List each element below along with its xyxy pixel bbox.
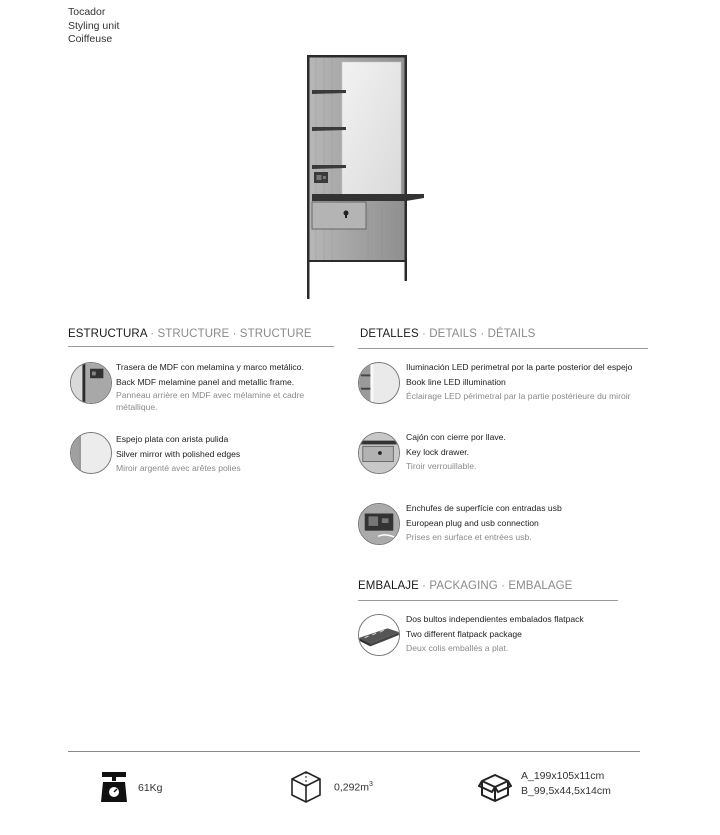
details-item-1-fr: Éclairage LED périmetral par la partie postérieure du miroir (406, 391, 631, 401)
weight-value: 61Kg (138, 782, 163, 794)
details-item-2-en: Key lock drawer. (406, 446, 470, 457)
packaging-item-1-es: Dos bultos independientes embalados flatpack (406, 614, 584, 624)
structure-item-1-fr: Panneau arrière en MDF avec mélamine et cadre (116, 390, 305, 400)
title-fr: Coiffeuse (68, 33, 113, 45)
title-en: Styling unit (68, 19, 120, 32)
volume-exponent: 3 (369, 781, 373, 788)
details-item-2-fr: Tiroir verrouillable. (406, 461, 477, 471)
dimensions-values (521, 769, 611, 799)
panel-thumbnail-icon (70, 362, 112, 404)
details-heading: DETALLES · DETAILS · DÉTAILS (360, 328, 536, 340)
structure-divider (68, 346, 334, 347)
weight-scale-icon (100, 770, 128, 804)
package-box-icon (478, 771, 512, 803)
details-divider (358, 348, 648, 349)
packaging-item-1-en: Two different flatpack package (406, 628, 522, 639)
plug-thumbnail-icon (358, 503, 400, 545)
structure-item-2-es: Espejo plata con arista pulida (116, 434, 229, 444)
structure-item-1-fr-cont: métallique. (116, 402, 158, 412)
led-thumbnail-icon (358, 362, 400, 404)
dimensions-package-b: B_99,5x44,5x14cm (521, 785, 611, 797)
flatpack-thumbnail-icon (358, 614, 400, 656)
styling-unit-illustration (298, 48, 430, 303)
dimensions-package-a: A_199x105x11cm (521, 770, 605, 782)
structure-heading: ESTRUCTURA · STRUCTURE · STRUCTURE (68, 328, 312, 340)
structure-item-2-en: Silver mirror with polished edges (116, 448, 241, 459)
details-item-3-fr: Prises en surface et entrées usb. (406, 532, 532, 542)
product-title-block (68, 6, 119, 47)
title-es: Tocador (68, 6, 106, 18)
details-item-1-es: Iluminación LED perimetral por la parte posterior del espejo (406, 362, 633, 372)
specs-divider (68, 751, 640, 752)
cube-volume-icon (290, 770, 322, 804)
details-item-1-en: Book line LED illumination (406, 376, 506, 387)
volume-value (334, 781, 373, 794)
packaging-item-1-fr: Deux colis emballés a plat. (406, 643, 509, 653)
details-item-3-es: Enchufes de superfície con entradas usb (406, 503, 562, 513)
packaging-heading: EMBALAJE · PACKAGING · EMBALAGE (358, 580, 573, 592)
volume-number: 0,292m (334, 781, 370, 794)
packaging-divider (358, 600, 618, 601)
details-item-2-es: Cajón con cierre por llave. (406, 432, 506, 442)
structure-item-1-en: Back MDF melamine panel and metallic frame. (116, 376, 295, 387)
drawer-thumbnail-icon (358, 432, 400, 474)
mirror-thumbnail-icon (70, 432, 112, 474)
structure-item-1-es: Trasera de MDF con melamina y marco metálico. (116, 362, 304, 372)
details-item-3-en: European plug and usb connection (406, 517, 539, 528)
structure-item-2-fr: Miroir argenté avec arêtes polies (116, 463, 241, 473)
